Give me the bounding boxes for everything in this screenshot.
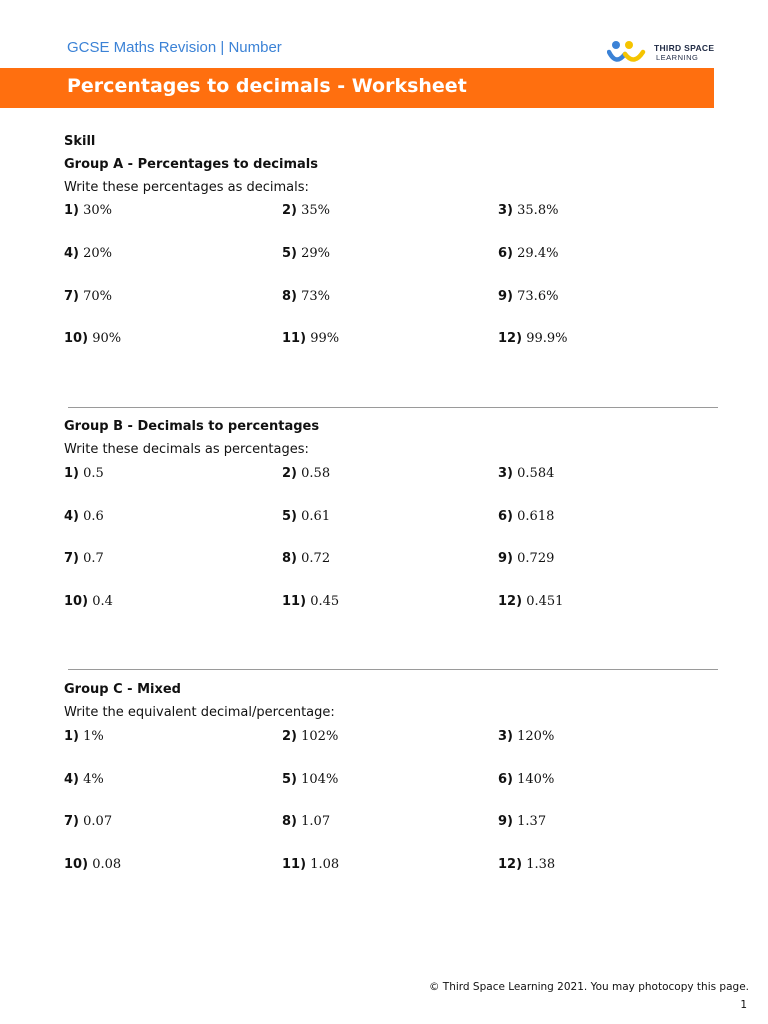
question-item: 3) 35.8% [498, 203, 559, 218]
section-divider [68, 407, 718, 408]
section-divider [68, 669, 718, 670]
question-item: 12) 99.9% [498, 331, 568, 346]
question-item: 5) 0.61 [282, 509, 331, 524]
question-item: 5) 104% [282, 772, 339, 787]
skill-label: Skill [64, 134, 96, 149]
question-item: 4) 0.6 [64, 509, 104, 524]
group-c-instruction: Write the equivalent decimal/percentage: [64, 705, 335, 720]
question-item: 8) 1.07 [282, 814, 331, 829]
question-item: 7) 0.7 [64, 551, 104, 566]
question-item: 3) 120% [498, 729, 555, 744]
question-item: 7) 0.07 [64, 814, 113, 829]
group-b-title: Group B - Decimals to percentages [64, 419, 320, 434]
question-item: 8) 73% [282, 289, 331, 304]
question-item: 2) 0.58 [282, 466, 331, 481]
logo-mark-icon [607, 40, 651, 66]
question-item: 4) 20% [64, 246, 113, 261]
question-item: 6) 140% [498, 772, 555, 787]
page-title: Percentages to decimals - Worksheet [67, 75, 467, 97]
question-item: 1) 0.5 [64, 466, 104, 481]
question-item: 10) 90% [64, 331, 122, 346]
question-item: 4) 4% [64, 772, 104, 787]
question-item: 9) 0.729 [498, 551, 555, 566]
question-item: 12) 1.38 [498, 857, 556, 872]
title-banner [0, 68, 714, 108]
question-item: 1) 30% [64, 203, 113, 218]
group-a-instruction: Write these percentages as decimals: [64, 180, 309, 195]
logo-text-line2: LEARNING [656, 53, 699, 62]
question-item: 6) 29.4% [498, 246, 559, 261]
question-item: 6) 0.618 [498, 509, 555, 524]
question-item: 3) 0.584 [498, 466, 555, 481]
question-item: 10) 0.4 [64, 594, 113, 609]
group-a-title: Group A - Percentages to decimals [64, 157, 318, 172]
question-item: 5) 29% [282, 246, 331, 261]
worksheet-subtitle: GCSE Maths Revision | Number [67, 39, 282, 56]
question-item: 11) 1.08 [282, 857, 340, 872]
question-item: 1) 1% [64, 729, 104, 744]
question-item: 7) 70% [64, 289, 113, 304]
question-item: 2) 35% [282, 203, 331, 218]
logo-text-line1: THIRD SPACE [654, 43, 715, 53]
copyright-notice: © Third Space Learning 2021. You may photocopy this page. [428, 981, 749, 993]
question-item: 10) 0.08 [64, 857, 122, 872]
question-item: 12) 0.451 [498, 594, 564, 609]
question-item: 11) 99% [282, 331, 340, 346]
page-number: 1 [740, 999, 747, 1011]
question-item: 11) 0.45 [282, 594, 340, 609]
question-item: 9) 1.37 [498, 814, 547, 829]
group-b-instruction: Write these decimals as percentages: [64, 442, 309, 457]
question-item: 2) 102% [282, 729, 339, 744]
question-item: 8) 0.72 [282, 551, 331, 566]
group-c-title: Group C - Mixed [64, 682, 181, 697]
third-space-learning-logo [607, 40, 727, 66]
question-item: 9) 73.6% [498, 289, 559, 304]
